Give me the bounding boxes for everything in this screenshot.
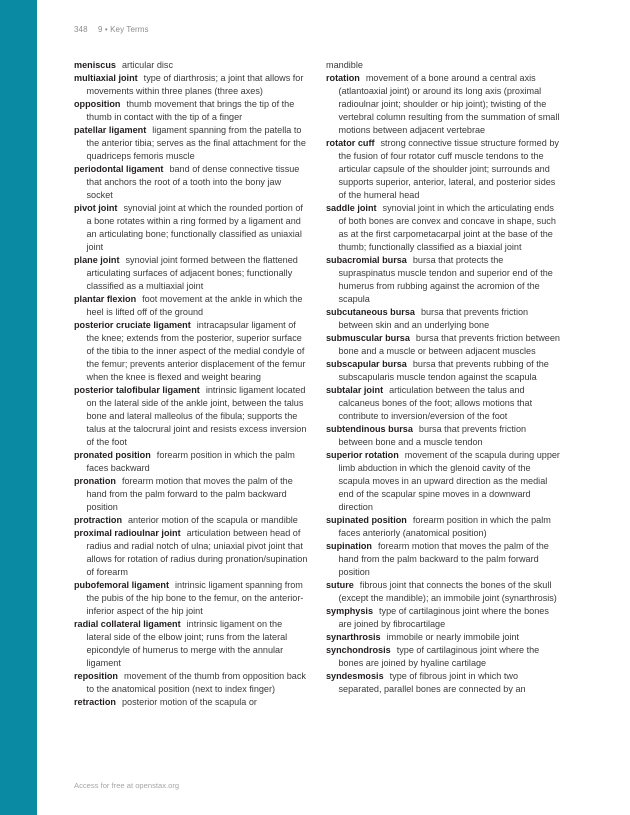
glossary-entry <box>74 384 308 449</box>
glossary-definition: bursa that prevents friction between skin and an underlying bone <box>338 307 529 330</box>
glossary-definition: forearm motion that moves the palm of the hand from the palm backward to the palm forward position <box>338 541 549 577</box>
glossary-entry <box>326 137 560 202</box>
right-glossary-column <box>326 59 560 696</box>
glossary-term: saddle joint <box>326 203 377 213</box>
glossary-entry <box>74 72 308 98</box>
glossary-term: subscapular bursa <box>326 359 407 369</box>
glossary-entry <box>74 202 308 254</box>
glossary-definition: articulation between head of radius and radial notch of ulna; uniaxial pivot joint that allows for rotation of radius during pronation/supination of forearm <box>86 528 308 577</box>
glossary-definition: forearm position in which the palm faces anteriorly (anatomical position) <box>338 515 551 538</box>
glossary-entry <box>74 475 308 514</box>
glossary-entry <box>74 670 308 696</box>
glossary-definition: immobile or nearly immobile joint <box>386 632 520 642</box>
glossary-definition: synovial joint at which the rounded portion of a bone rotates within a ring formed by a ligament and an articulating bone; functionally classified as uniaxial joint <box>86 203 303 252</box>
glossary-term: posterior cruciate ligament <box>74 320 191 330</box>
glossary-term: rotation <box>326 73 360 83</box>
glossary-definition: synovial joint formed between the flattened articulating surfaces of adjacent bones; functionally classified as a multiaxial joint <box>86 255 298 291</box>
glossary-entry <box>74 319 308 384</box>
glossary-entry <box>326 306 560 332</box>
glossary-definition: movement of the thumb from opposition back to the anatomical position (next to index finger) <box>86 671 306 694</box>
glossary-term: opposition <box>74 99 121 109</box>
glossary-entry <box>326 631 560 644</box>
glossary-definition: intracapsular ligament of the knee; extends from the posterior, superior surface of the tibia to the inner aspect of the medial condyle of the femur; prevents anterior displacement of the femur when the knee is flexed and weight bearing <box>86 320 306 382</box>
glossary-entry <box>74 696 308 709</box>
glossary-definition: articular disc <box>121 60 173 70</box>
glossary-definition: band of dense connective tissue that anchors the root of a tooth into the bony jaw socket <box>86 164 300 200</box>
glossary-definition: movement of the scapula during upper limb abduction in which the glenoid cavity of the scapula moves in an upward direction as the medial end of the scapular spine moves in a downward direction <box>338 450 560 512</box>
glossary-entry <box>74 579 308 618</box>
glossary-term: patellar ligament <box>74 125 147 135</box>
glossary-definition: thumb movement that brings the tip of the thumb in contact with the tip of a finger <box>86 99 295 122</box>
glossary-entry <box>326 579 560 605</box>
running-head <box>74 25 149 34</box>
glossary-entry <box>74 163 308 202</box>
glossary-term: rotator cuff <box>326 138 375 148</box>
glossary-entry <box>74 514 308 527</box>
glossary-definition: intrinsic ligament on the lateral side of the elbow joint; runs from the lateral epicondyle of humerus to merge with the annular ligament <box>86 619 288 668</box>
glossary-term: pivot joint <box>74 203 118 213</box>
page-number: 348 <box>74 25 88 34</box>
glossary-definition: mandible <box>326 60 363 70</box>
glossary-term: pronation <box>74 476 116 486</box>
glossary-entry <box>74 618 308 670</box>
glossary-definition: type of cartilaginous joint where the bones are joined by hyaline cartilage <box>338 645 540 668</box>
glossary-entry <box>326 384 560 423</box>
glossary-term: supination <box>326 541 372 551</box>
glossary-term: meniscus <box>74 60 116 70</box>
glossary-entry <box>326 202 560 254</box>
chapter-title: 9 • Key Terms <box>97 25 149 34</box>
glossary-entry <box>326 423 560 449</box>
glossary-entry <box>326 59 560 72</box>
glossary-entry <box>326 670 560 696</box>
glossary-entry <box>74 59 308 72</box>
glossary-definition: posterior motion of the scapula or <box>121 697 257 707</box>
glossary-definition: bursa that protects the supraspinatus muscle tendon and superior end of the humerus from rubbing against the acromion of the scapula <box>338 255 553 304</box>
glossary-term: multiaxial joint <box>74 73 138 83</box>
glossary-term: subacromial bursa <box>326 255 407 265</box>
glossary-term: synarthrosis <box>326 632 381 642</box>
glossary-entry <box>326 514 560 540</box>
footer-link[interactable]: Access for free at openstax.org <box>74 781 180 790</box>
glossary-term: subtalar joint <box>326 385 384 395</box>
glossary-term: pronated position <box>74 450 151 460</box>
glossary-entry <box>326 605 560 631</box>
glossary-definition: fibrous joint that connects the bones of the skull (except the mandible); an immobile joint (synarthrosis) <box>338 580 557 603</box>
glossary-definition: forearm position in which the palm faces backward <box>86 450 295 473</box>
glossary-term: protraction <box>74 515 122 525</box>
glossary-term: synchondrosis <box>326 645 391 655</box>
glossary-entry <box>326 254 560 306</box>
glossary-definition: synovial joint in which the articulating ends of both bones are convex and concave in shape, such as at the first carpometacarpal joint at the base of the thumb; functionally classified as a biaxial joint <box>338 203 556 252</box>
glossary-entry <box>326 449 560 514</box>
glossary-term: subcutaneous bursa <box>326 307 415 317</box>
glossary-definition: type of fibrous joint in which two separated, parallel bones are connected by an <box>338 671 526 694</box>
glossary-entry <box>326 644 560 670</box>
glossary-definition: type of cartilaginous joint where the bones are joined by fibrocartilage <box>338 606 549 629</box>
glossary-term: symphysis <box>326 606 374 616</box>
glossary-definition: anterior motion of the scapula or mandible <box>128 515 298 525</box>
glossary-entry <box>74 254 308 293</box>
glossary-term: radial collateral ligament <box>74 619 181 629</box>
glossary-entry <box>326 72 560 137</box>
glossary-entry <box>74 293 308 319</box>
glossary-definition: intrinsic ligament spanning from the pubis of the hip bone to the femur, on the anterior-inferior aspect of the hip joint <box>86 580 304 616</box>
glossary-entry <box>74 124 308 163</box>
glossary-definition: ligament spanning from the patella to the anterior tibia; serves as the final attachment for the quadriceps femoris muscle <box>86 125 306 161</box>
glossary-definition: bursa that prevents friction between bone and a muscle tendon <box>338 424 527 447</box>
glossary-entry <box>326 540 560 579</box>
glossary-term: posterior talofibular ligament <box>74 385 200 395</box>
glossary-term: syndesmosis <box>326 671 384 681</box>
glossary-entry <box>74 98 308 124</box>
glossary-definition: bursa that prevents rubbing of the subscapularis muscle tendon against the scapula <box>338 359 549 382</box>
glossary-entry <box>74 449 308 475</box>
glossary-definition: forearm motion that moves the palm of the hand from the palm forward to the palm backward position <box>86 476 293 512</box>
glossary-definition: bursa that prevents friction between bone and a muscle or between adjacent muscles <box>338 333 560 356</box>
glossary-definition: articulation between the talus and calcaneus bones of the foot; allows motions that contribute to inversion/eversion of the foot <box>338 385 533 421</box>
glossary-term: suture <box>326 580 354 590</box>
glossary-term: reposition <box>74 671 118 681</box>
glossary-definition: type of diarthrosis; a joint that allows for movements within three planes (three axes) <box>86 73 304 96</box>
glossary-term: proximal radioulnar joint <box>74 528 181 538</box>
glossary-term: supinated position <box>326 515 407 525</box>
glossary-term: submuscular bursa <box>326 333 410 343</box>
glossary-entry <box>326 358 560 384</box>
glossary-term: retraction <box>74 697 116 707</box>
glossary-term: plantar flexion <box>74 294 137 304</box>
glossary-term: subtendinous bursa <box>326 424 413 434</box>
left-glossary-column <box>74 59 308 709</box>
glossary-term: plane joint <box>74 255 120 265</box>
glossary-term: pubofemoral ligament <box>74 580 169 590</box>
glossary-definition: movement of a bone around a central axis (atlantoaxial joint) or around its long axis (proximal radioulnar joint; shoulder or hip joint); twisting of the vertebral column resulting from the summation of small motions between adjacent vertebrae <box>338 73 560 135</box>
glossary-definition: intrinsic ligament located on the lateral side of the ankle joint, between the talus bone and lateral malleolus of the fibula; supports the talus at the talocrural joint and resists excess inversion of the foot <box>86 385 307 447</box>
glossary-term: periodontal ligament <box>74 164 164 174</box>
glossary-term: superior rotation <box>326 450 399 460</box>
glossary-definition: strong connective tissue structure formed by the fusion of four rotator cuff muscle tendons to the articular capsule of the shoulder joint; surrounds and supports superior, anterior, lateral, and posterior sides of the humeral head <box>338 138 559 200</box>
glossary-entry <box>326 332 560 358</box>
side-color-bar <box>0 0 37 815</box>
glossary-entry <box>74 527 308 579</box>
glossary-definition: foot movement at the ankle in which the heel is lifted off of the ground <box>86 294 303 317</box>
